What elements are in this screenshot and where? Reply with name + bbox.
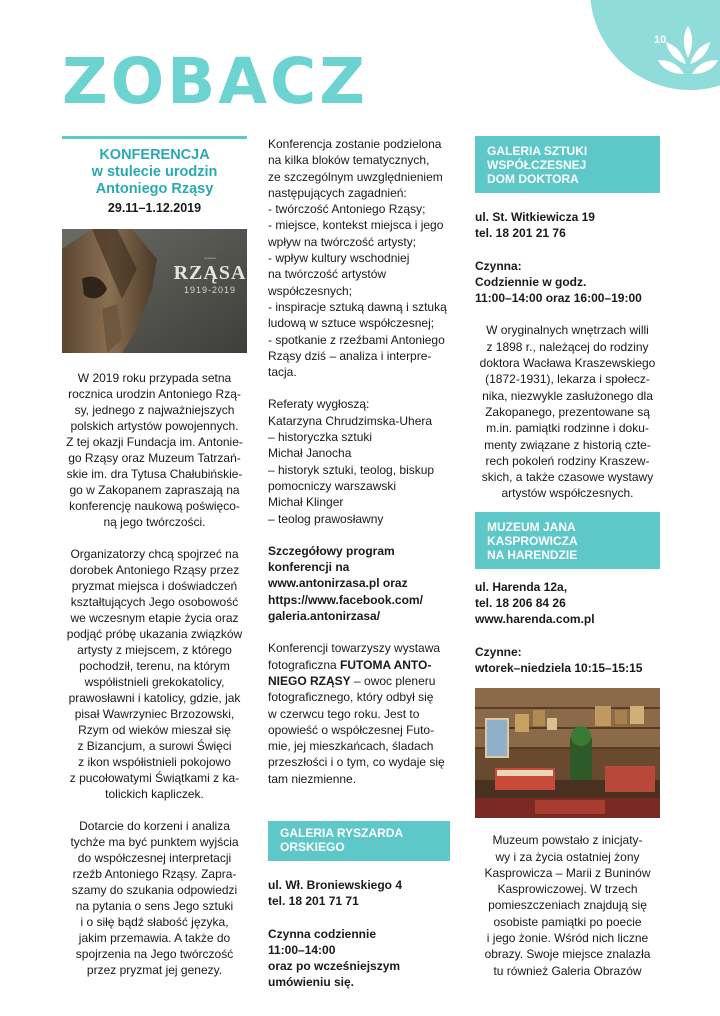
exhibition-paragraph: Konferencji towarzyszy wystawa fotograficzna FUTOMA ANTO- NIEGO RZĄSY – owoc pleneru fotograficznego, który odbył się w czerwcu tego roku. Jest to opowieść o współczesnej Futo- mie, jej mieszkańcach, śladach przeszłości i o tym, co wydaje się tam niezmienne.: [268, 641, 445, 786]
column-program: [268, 136, 458, 991]
page-headline: ZOBACZ: [62, 45, 368, 118]
section-divider: [62, 136, 247, 139]
gallery-orski-address: ul. Wł. Broniewskiego 4 tel. 18 201 71 71: [268, 877, 403, 909]
museum-kasprowicz-header: MUZEUM JANA KASPROWICZA NA HARENDZIE: [475, 514, 660, 569]
gallery-doktora-description: W oryginalnych wnętrzach willi z 1898 r., należącej do rodziny doktora Wacława Kraszewskiego (1872-1931), lekarza i społecz- nika, niezwykle zasłużonego dla Zakopanego, prezentowane są m.in. pamiątki rodzinne i doku- menty związane z historią czte- rech pokoleń rodziny Kraszew- skich, a także czasowe wystawy artystów współczesnych.: [479, 323, 656, 501]
corner-decoration: [590, 0, 720, 120]
gallery-doktora-hours: Czynna: Codziennie w godz. 11:00–14:00 oraz 16:00–19:00: [475, 258, 642, 306]
harenda-website-link[interactable]: www.harenda.com.pl: [475, 612, 595, 627]
museum-interior-photo: [475, 688, 660, 818]
conference-intro: W 2019 roku przypada setna rocznica urodzin Antoniego Rzą- sy, jednego z najważniejszych polskich artystów powojennych. Z tej okazji Fundacja im. Antonie- go Rząsy oraz Muzeum Tatrzań- skie im. dra Tytusa Chałubińskie- go w Zakopanem zapraszają na konferencję naukową poświęco- ną jego twórczości.: [66, 371, 243, 529]
photo-title-text: RZĄSA: [173, 262, 247, 284]
sculpture-photo: [62, 229, 247, 353]
gallery-doktora-header: GALERIA SZTUKI WSPÓŁCZESNEJ DOM DOKTORA: [475, 138, 660, 193]
column-conference: [62, 136, 247, 978]
conference-date: 29.11–1.12.2019: [107, 201, 202, 215]
page-number: 10: [654, 34, 667, 46]
museum-kasprowicz-hours: Czynne: wtorek–niedziela 10:15–15:15: [475, 644, 643, 675]
photo-years-text: 1919-2019: [183, 285, 237, 295]
column-galleries: [475, 136, 660, 979]
gallery-orski-header: GALERIA RYSZARDA ORSKIEGO: [268, 821, 450, 861]
photo-small-text: wystawa: [204, 256, 216, 260]
conference-organizers: Organizatorzy chcą spojrzeć na dorobek Antoniego Rząsy przez pryzmat miejsca i doświadczeń kształtujących Jego osobowość we wczesnym etapie życia oraz podjąć próbę ukazania związków artysty z miejscem, z którego pochodził, terenu, na którym współistnieli grekokatolicy, prawosławni i katolicy, gdzie, jak pisał Wawrzyniec Brzozowski, Rzym od wieków mieszał się z Bizancjum, a surowi Święci z ikon współistnieli pokojowo z pucołowatymi Świątkami z ka- tolickich kapliczek.: [66, 547, 243, 801]
museum-kasprowicz-address: ul. Harenda 12a, tel. 18 206 84 26 www.harenda.com.pl: [475, 579, 660, 628]
gallery-doktora-address: ul. St. Witkiewicza 19 tel. 18 201 21 76: [475, 210, 595, 241]
speakers-list: Referaty wygłoszą: Katarzyna Chrudzimska-Uhera – historyczka sztuki Michał Janocha – historyk sztuki, teolog, biskup pomocniczy warszawski Michał Klinger – teolog prawosławny: [268, 397, 435, 526]
facebook-link[interactable]: https://www.facebook.com/: [268, 592, 423, 607]
program-topics: Konferencja zostanie podzielona na kilka bloków tematycznych, ze szczególnym uwzględnieniem następujących zagadnień: - twórczość Antoniego Rząsy; - miejsce, kontekst miejsca i jego wpływ na twórczość artysty; - wpływ kultury wschodniej na twórczość artystów współczesnych; - inspiracje sztuką dawną i sztuką ludową w sztuce współczesnej; - spotkanie z rzeźbami Antoniego Rząsy dziś – analiza i interpre- tacja.: [268, 137, 447, 380]
museum-kasprowicz-description: Muzeum powstało z inicjaty- wy i za życia ostatniej żony Kasprowicza – Marii z Buninów Kasprowiczowej. W trzech pomieszczeniach znajdują się osobiste pamiątki po poecie i jego żonie. Wśród nich liczne obrazy. Swoje miejsce znalazła tu również Galeria Obrazów: [484, 833, 651, 978]
conference-roots: Dotarcie do korzeni i analiza tychże ma być punktem wyjścia do współczesnej interpretacji rzeźb Antoniego Rząsy. Zapra- szamy do szukania odpowiedzi na pytania o sens Jego sztuki i o siłę bądź słabość języka, jakim przemawia. A także do spojrzenia na Jego twórczość przez pryzmat jej genezy.: [70, 819, 239, 977]
conference-title: KONFERENCJA w stulecie urodzin Antoniego Rząsy: [91, 147, 218, 197]
program-links: Szczegółowy program konferencji na www.antonirzasa.pl oraz https://www.facebook.com/ galeria.antonirzasa/: [268, 543, 458, 624]
gallery-orski-hours: Czynna codziennie 11:00–14:00 oraz po wcześniejszym umówieniu się.: [268, 926, 401, 990]
website-link[interactable]: www.antonirzasa.pl oraz: [268, 576, 408, 591]
